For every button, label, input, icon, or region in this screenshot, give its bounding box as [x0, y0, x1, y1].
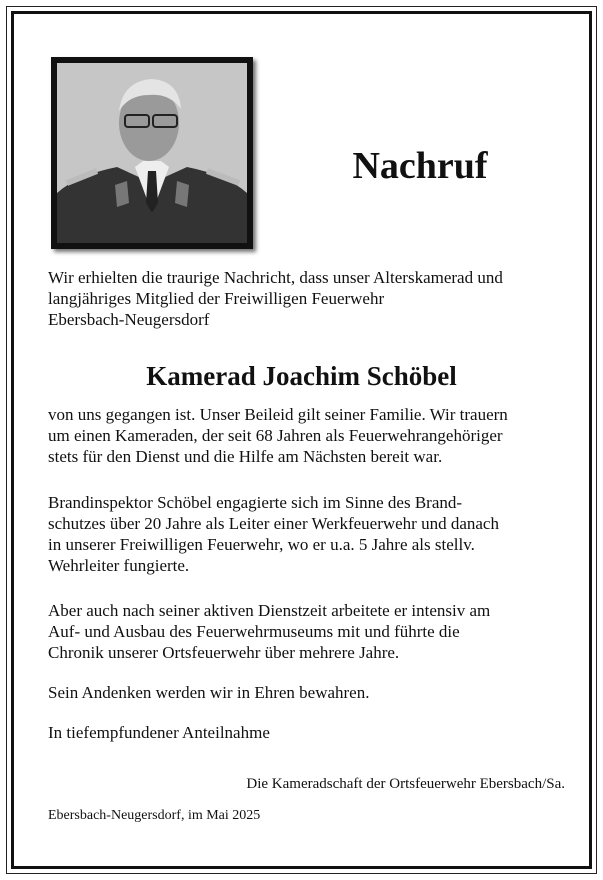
text-line: Wehrleiter fungierte. — [48, 556, 190, 575]
text-line: Aber auch nach seiner aktiven Dienstzeit arbeitete er intensiv am — [48, 601, 491, 620]
text-line: Wir erhielten die traurige Nachricht, dass unser Alterskamerad und — [48, 268, 503, 287]
text-line: in unserer Freiwilligen Feuerwehr, wo er u.a. 5 Jahre als stellv. — [48, 535, 475, 554]
text-line: langjähriges Mitglied der Freiwilligen Feuerwehr — [48, 289, 385, 308]
text-line: Auf- und Ausbau des Feuerwehrmuseums mit und führte die — [48, 622, 460, 641]
text-line: von uns gegangen ist. Unser Beileid gilt seiner Familie. Wir trauern — [48, 405, 508, 424]
text-line: stets für den Dienst und die Hilfe am Nächsten bereit war. — [48, 447, 443, 466]
text-line: In tiefempfundener Anteilnahme — [48, 723, 270, 742]
paragraph-5 — [48, 722, 568, 743]
text-line: um einen Kameraden, der seit 68 Jahren als Feuerwehrangehöriger — [48, 426, 503, 445]
paragraph-2 — [48, 492, 568, 576]
signature: Die Kameradschaft der Ortsfeuerwehr Ebersbach/Sa. — [246, 776, 565, 792]
intro-paragraph — [48, 267, 568, 330]
deceased-name: Kamerad Joachim Schöbel — [146, 361, 457, 391]
page-title: Nachruf — [352, 145, 488, 187]
text-line: Sein Andenken werden wir in Ehren bewahren. — [48, 683, 370, 702]
portrait-photo — [51, 57, 253, 249]
text-line: schutzes über 20 Jahre als Leiter einer Werkfeuerwehr und danach — [48, 514, 499, 533]
paragraph-1 — [48, 404, 568, 467]
paragraph-3 — [48, 600, 568, 663]
portrait-illustration — [57, 63, 247, 243]
text-line: Ebersbach-Neugersdorf — [48, 310, 210, 329]
text-line: Chronik unserer Ortsfeuerwehr über mehrere Jahre. — [48, 643, 400, 662]
date-line: Ebersbach-Neugersdorf, im Mai 2025 — [48, 808, 261, 823]
paragraph-4 — [48, 682, 568, 703]
text-line: Brandinspektor Schöbel engagierte sich im Sinne des Brand- — [48, 493, 463, 512]
